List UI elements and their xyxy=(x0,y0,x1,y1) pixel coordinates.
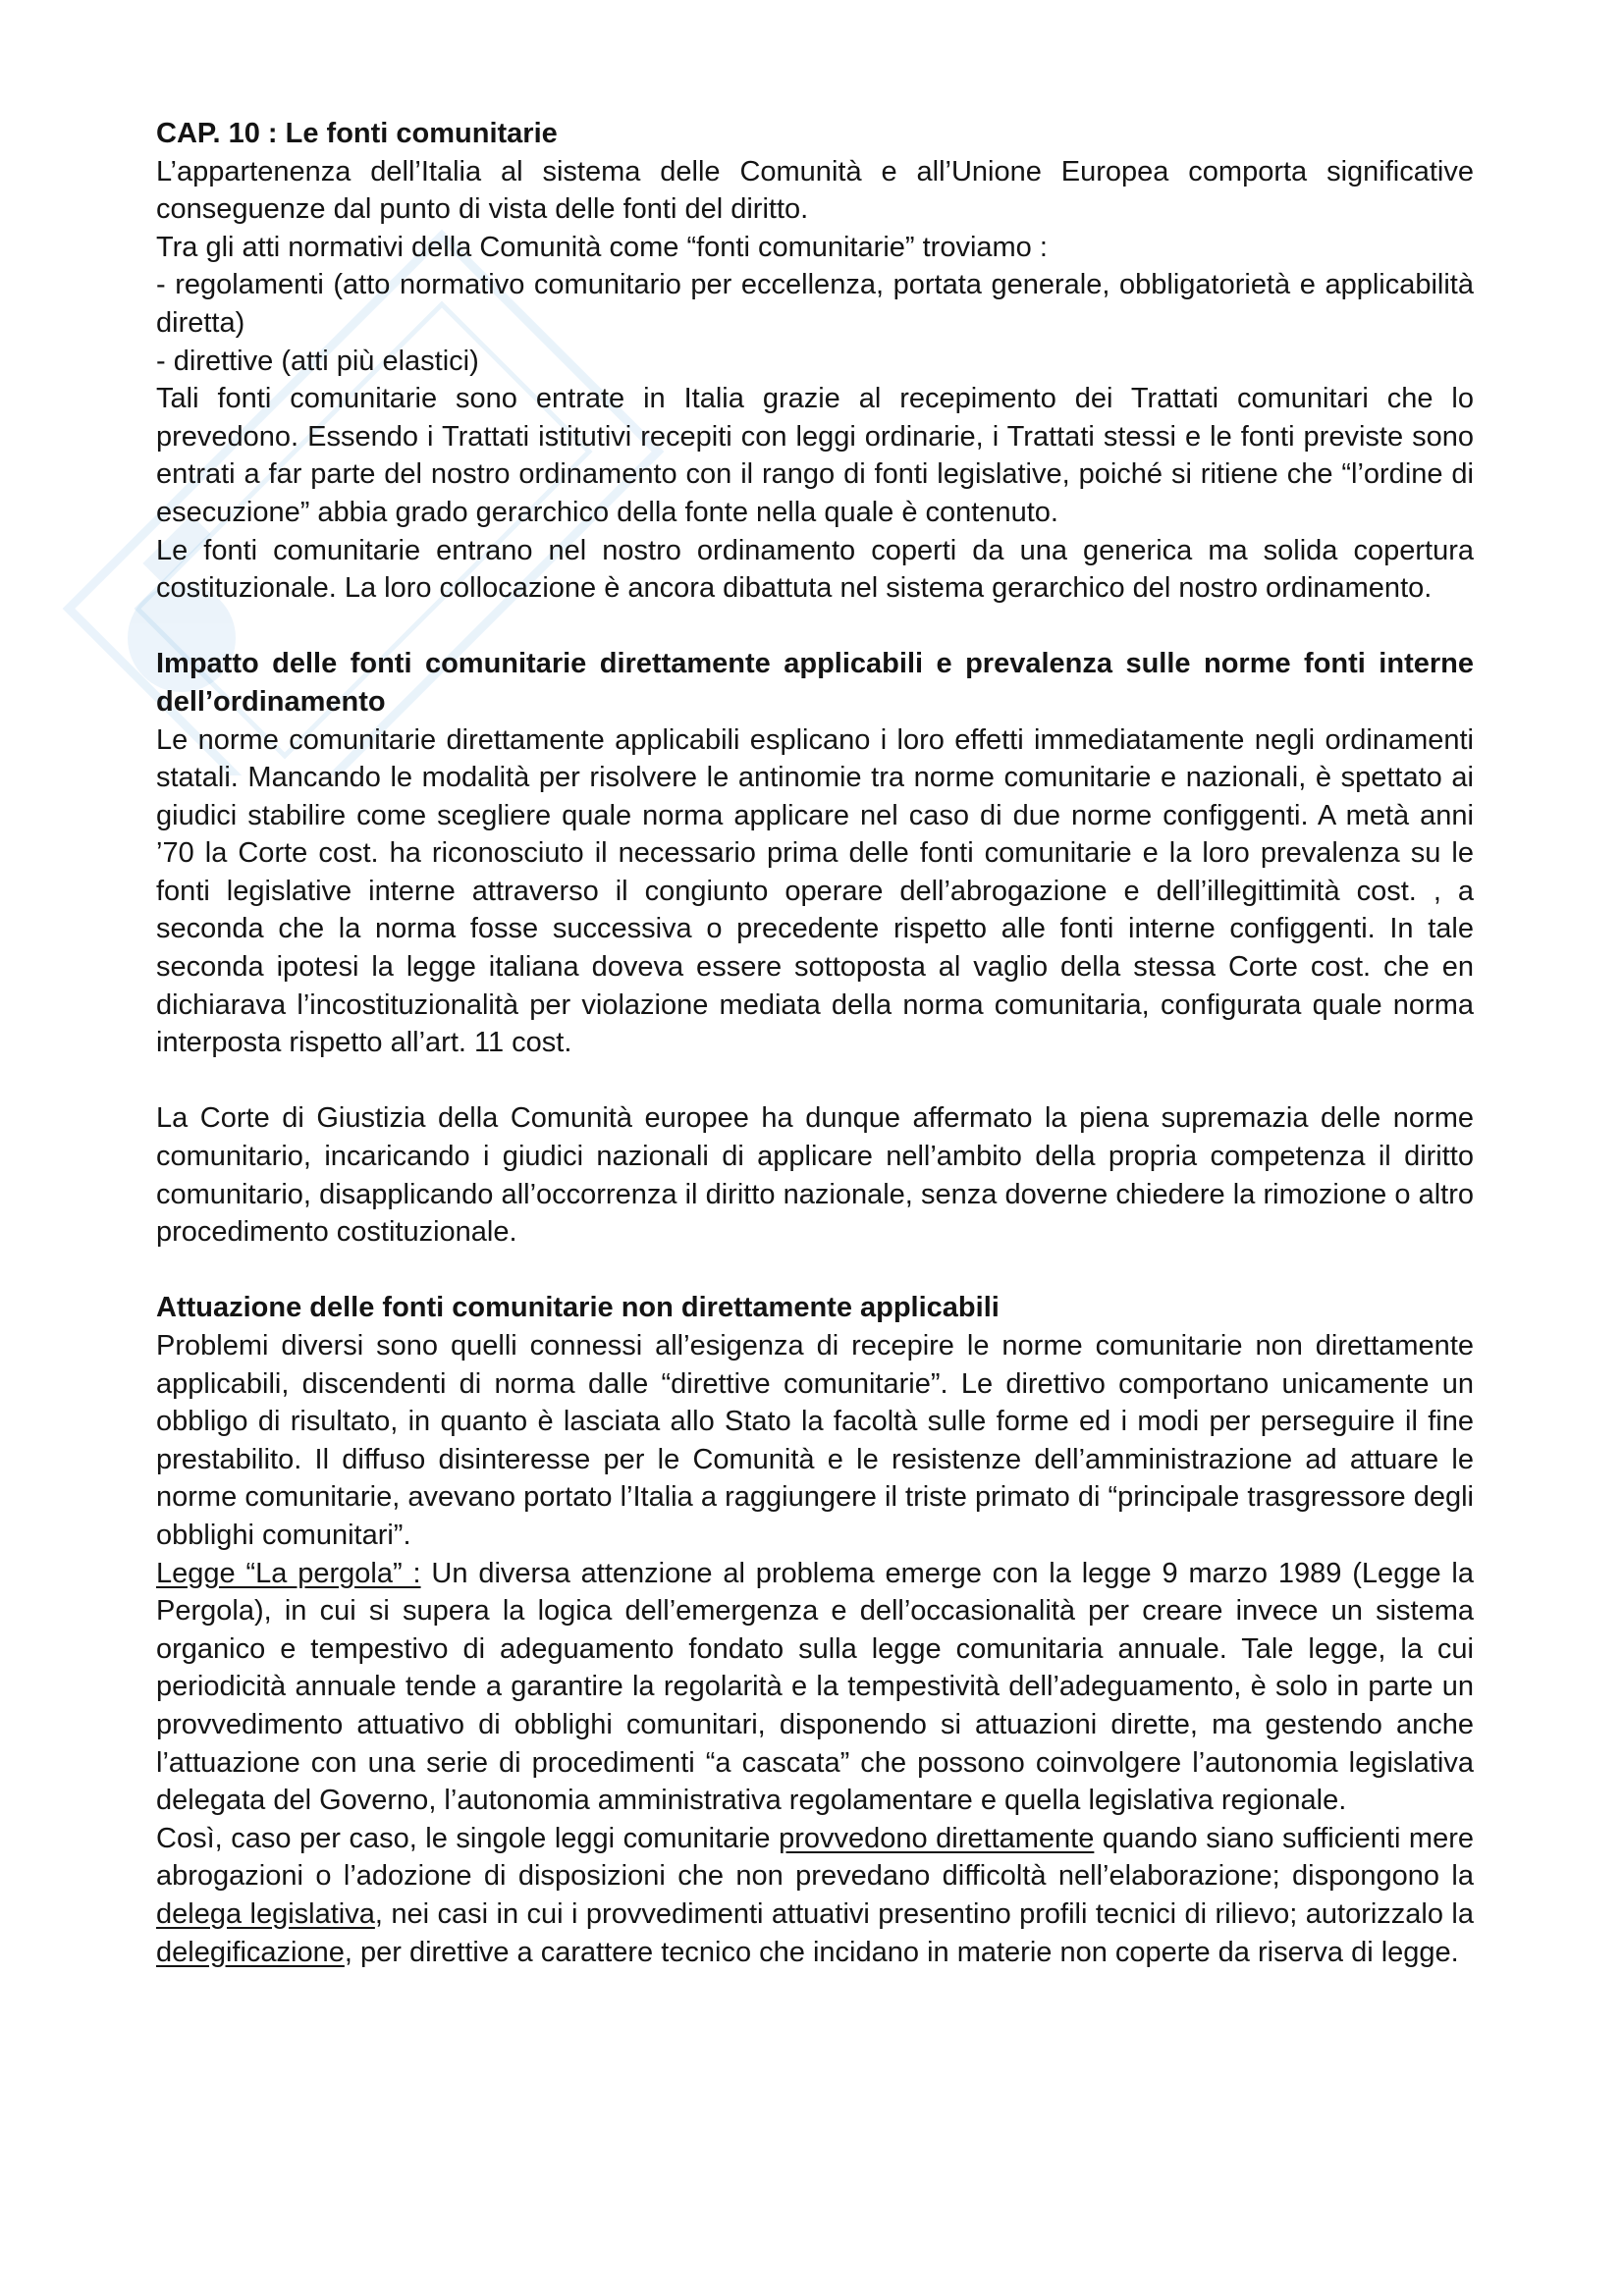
section-attuazione-paragraph-1: Problemi diversi sono quelli connessi all’esigenza di recepire le norme comunitarie non direttamente applicabili, discendenti di norma dalle “direttive comunitarie”. Le direttivo comportano unicamente un obbligo di risultato, in quanto è lasciata allo Stato la facoltà sulle forme ed i modi per perseguire il fine prestabilito. Il diffuso disinteresse per le Comunità e le resistenze dell’amministrazione ad attuare le norme comunitarie, avevano portato l’Italia a raggiungere il triste primato di “principale trasgressore degli obblighi comunitari”. xyxy=(156,1330,1474,1551)
document-page xyxy=(156,115,1474,1971)
underlined-term-provvedono: provvedono direttamente xyxy=(779,1822,1095,1854)
chapter-title: CAP. 10 : Le fonti comunitarie xyxy=(156,118,558,149)
spacer xyxy=(156,1062,1474,1100)
legge-la-pergola-text: Un diversa attenzione al problema emerge con la legge 9 marzo 1989 (Legge la Pergola), in cui si supera la logica dell’emergenza e dell’occasionalità per creare invece un sistema organico e tempestivo di adeguamento fondato sulla legge comunitaria annuale. Tale legge, la cui periodicità annuale tende a garantire la regolarità e la tempestività dell’adeguamento, è solo in parte un provvedimento attuativo di obblighi comunitari, disponendo si attuazioni dirette, ma gestendo anche l’attuazione con una serie di procedimenti “a cascata” che possono coinvolgere l’autonomia legislativa delegata del Governo, l’autonomia amministrativa regolamentare e quella legislativa regionale. xyxy=(156,1557,1474,1817)
paragraph-text: quando siano sufficienti mere abrogazioni o l’adozione di disposizioni che non prevedano difficoltà nell’elaborazione; dispongono la xyxy=(156,1822,1475,1893)
spacer xyxy=(156,608,1474,646)
underlined-term-delega: delega legislativa xyxy=(156,1897,375,1930)
intro-paragraph-3: Tali fonti comunitarie sono entrate in Italia grazie al recepimento dei Trattati comunitari che lo prevedono. Essendo i Trattati istitutivi recepiti con leggi ordinarie, i Trattati stessi e le fonti previste sono entrati a far parte del nostro ordinamento con il rango di fonti legislative, poiché si ritiene che “l’ordine di esecuzione” abbia grado gerarchico della fonte nella quale è contenuto. xyxy=(156,383,1474,528)
intro-list-item-regolamenti: - regolamenti (atto normativo comunitario per eccellenza, portata generale, obbligatorietà e applicabilità diretta) xyxy=(156,269,1474,339)
intro-paragraph-1: L’appartenenza dell’Italia al sistema delle Comunità e all’Unione Europea comporta significative conseguenze dal punto di vista delle fonti del diritto. xyxy=(156,155,1474,226)
section-attuazione-paragraph-2 xyxy=(156,1555,1474,1820)
section-impatto-paragraph-1: Le norme comunitarie direttamente applicabili esplicano i loro effetti immediatamente negli ordinamenti statali. Mancando le modalità per risolvere le antinomie tra norme comunitarie e nazionali, è spettato ai giudici stabilire come scegliere quale norma applicare nel caso di due norme configgenti. A metà anni ’70 la Corte cost. ha riconosciuto il necessario prima delle fonti comunitarie e la loro prevalenza su le fonti legislative interne attraverso il congiunto operare dell’abrogazione e dell’illegittimità cost. , a seconda che la norma fosse successiva o precedente rispetto alle fonti interne configgenti. In tale seconda ipotesi la legge italiana doveva essere sottoposta al vaglio della stessa Corte cost. che en dichiarava l’incostituzionalità per violazione mediata della norma comunitaria, configurata quale norma interposta rispetto all’art. 11 cost. xyxy=(156,723,1474,1059)
paragraph-text: Così, caso per caso, le singole leggi comunitarie xyxy=(156,1822,780,1854)
legge-la-pergola-label: Legge “La pergola” : xyxy=(156,1557,421,1589)
section-heading-attuazione: Attuazione delle fonti comunitarie non direttamente applicabili xyxy=(156,1292,1000,1324)
section-heading-impatto: Impatto delle fonti comunitarie direttamente applicabili e prevalenza sulle norme fonti interne dell’ordinamento xyxy=(156,648,1474,718)
intro-list-item-direttive: - direttive (atti più elastici) xyxy=(156,345,479,377)
section-impatto-paragraph-2: La Corte di Giustizia della Comunità europee ha dunque affermato la piena supremazia delle norme comunitario, incaricando i giudici nazionali di applicare nell’ambito della propria competenza il diritto comunitario, disapplicando all’occorrenza il diritto nazionale, senza doverne chiedere la rimozione o altro procedimento costituzionale. xyxy=(156,1102,1474,1249)
intro-paragraph-4: Le fonti comunitarie entrano nel nostro ordinamento coperti da una generica ma solida copertura costituzionale. La loro collocazione è ancora dibattuta nel sistema gerarchico del nostro ordinamento. xyxy=(156,534,1474,605)
section-attuazione-paragraph-3 xyxy=(156,1820,1474,1971)
underlined-term-delegificazione: delegificazione xyxy=(156,1936,345,1968)
paragraph-text: , nei casi in cui i provvedimenti attuativi presentino profili tecnici di rilievo; autorizzalo la xyxy=(374,1897,1475,1930)
spacer xyxy=(156,1252,1474,1290)
paragraph-text: , per direttive a carattere tecnico che incidano in materie non coperte da riserva di legge. xyxy=(344,1936,1459,1968)
intro-paragraph-2: Tra gli atti normativi della Comunità come “fonti comunitarie” troviamo : xyxy=(156,231,1048,263)
